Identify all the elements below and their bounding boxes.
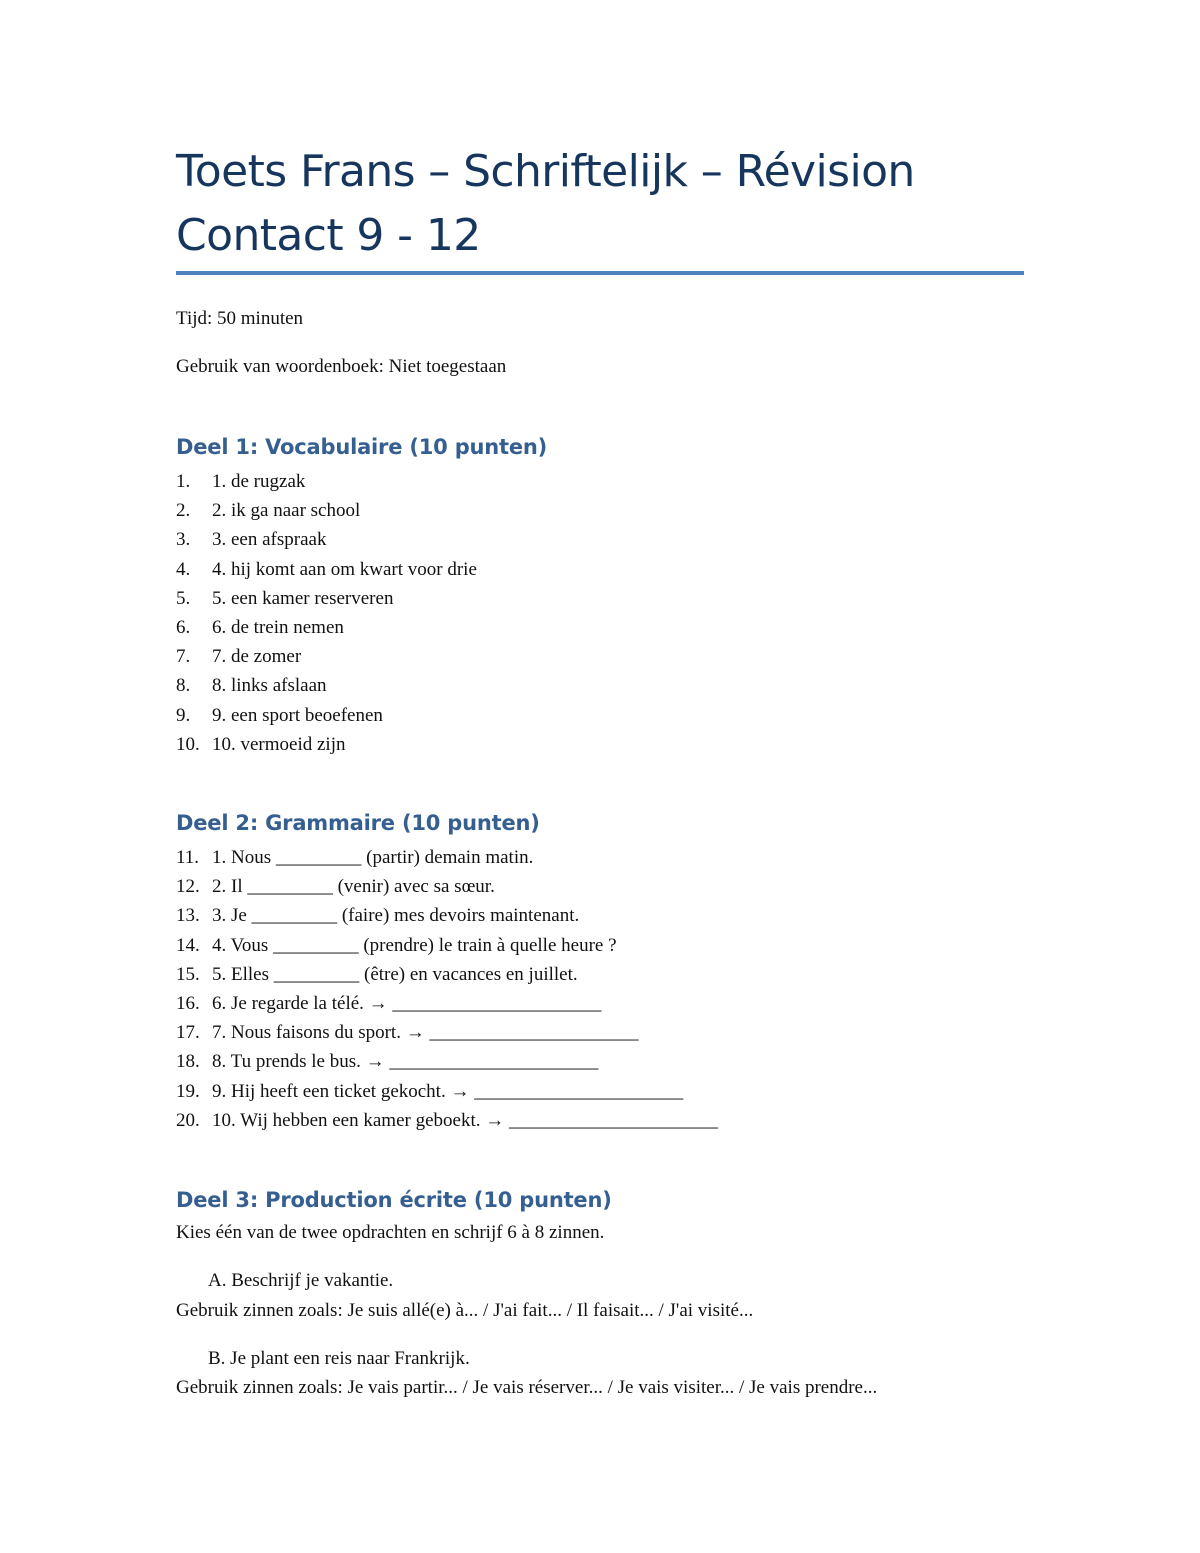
option-b-hint: Gebruik zinnen zoals: Je vais partir... / Je vais réserver... / Je vais visiter... / Je vais prendre... <box>176 1377 878 1398</box>
title-line-1: Toets Frans – Schriftelijk – Révision <box>176 146 915 197</box>
title-line-2: Contact 9 - 12 <box>176 210 481 261</box>
list-item-text: 1. Nous _________ (partir) demain matin. <box>212 847 534 868</box>
list-item-text: 8. links afslaan <box>212 675 327 697</box>
vocabulary-item <box>176 525 477 554</box>
list-item-text: 2. Il _________ (venir) avec sa sœur. <box>212 876 495 898</box>
list-number: 14. <box>176 934 200 956</box>
grammar-item <box>176 872 718 901</box>
list-item-text: 10. Wij hebben een kamer geboekt. → ______________________ <box>212 1109 718 1131</box>
dictionary-info: Gebruik van woordenboek: Niet toegestaan <box>176 356 507 377</box>
list-number: 9. <box>176 704 191 726</box>
list-number: 13. <box>176 905 200 927</box>
vocabulary-item <box>176 701 477 730</box>
list-number: 15. <box>176 963 200 985</box>
list-number: 20. <box>176 1109 200 1131</box>
list-number: 17. <box>176 1022 200 1044</box>
list-number: 4. <box>176 558 191 580</box>
vocabulary-item <box>176 642 477 671</box>
vocabulary-list <box>176 467 477 759</box>
list-number: 3. <box>176 529 191 551</box>
list-item-text: 8. Tu prends le bus. → ______________________ <box>212 1051 599 1073</box>
vocabulary-item <box>176 467 477 496</box>
list-item-text: 3. een afspraak <box>212 529 327 551</box>
vocabulary-item <box>176 730 477 759</box>
list-item-text: 6. de trein nemen <box>212 616 344 638</box>
part3-heading: Deel 3: Production écrite (10 punten) <box>176 1188 612 1212</box>
list-number: 7. <box>176 646 191 668</box>
list-number: 2. <box>176 500 191 522</box>
list-item-text: 4. hij komt aan om kwart voor drie <box>212 558 477 580</box>
document-title <box>176 140 1036 268</box>
option-b: B. Je plant een reis naar Frankrijk. <box>208 1348 470 1369</box>
list-item-text: 9. een sport beoefenen <box>212 704 383 726</box>
title-underline <box>176 271 1024 275</box>
writing-instruction: Kies één van de twee opdrachten en schrijf 6 à 8 zinnen. <box>176 1222 605 1243</box>
list-number: 1. <box>176 471 191 492</box>
list-item-text: 5. Elles _________ (être) en vacances en juillet. <box>212 963 578 985</box>
vocabulary-item <box>176 496 477 525</box>
list-number: 16. <box>176 992 200 1014</box>
vocabulary-item <box>176 613 477 642</box>
option-a-hint: Gebruik zinnen zoals: Je suis allé(e) à... / J'ai fait... / Il faisait... / J'ai visité... <box>176 1300 754 1321</box>
list-item-text: 2. ik ga naar school <box>212 500 361 522</box>
grammar-item <box>176 1077 718 1106</box>
part2-heading: Deel 2: Grammaire (10 punten) <box>176 811 540 835</box>
grammar-item <box>176 1018 718 1047</box>
list-item-text: 7. Nous faisons du sport. → ______________________ <box>212 1022 639 1044</box>
list-number: 5. <box>176 587 191 609</box>
list-item-text: 5. een kamer reserveren <box>212 587 394 609</box>
list-number: 11. <box>176 847 200 868</box>
list-item-text: 10. vermoeid zijn <box>212 733 346 755</box>
vocabulary-item <box>176 671 477 700</box>
option-a: A. Beschrijf je vakantie. <box>208 1270 394 1291</box>
list-number: 6. <box>176 616 191 638</box>
vocabulary-item <box>176 584 477 613</box>
grammar-item <box>176 843 718 872</box>
grammar-item <box>176 931 718 960</box>
list-number: 12. <box>176 876 200 898</box>
grammar-item <box>176 1106 718 1135</box>
list-number: 10. <box>176 733 200 755</box>
list-number: 18. <box>176 1051 200 1073</box>
grammar-item <box>176 989 718 1018</box>
part1-heading: Deel 1: Vocabulaire (10 punten) <box>176 435 548 459</box>
list-item-text: 7. de zomer <box>212 646 302 668</box>
grammar-item <box>176 960 718 989</box>
list-item-text: 1. de rugzak <box>212 471 306 492</box>
list-number: 8. <box>176 675 191 697</box>
list-number: 19. <box>176 1080 200 1102</box>
grammar-item <box>176 901 718 930</box>
grammar-list <box>176 843 718 1135</box>
list-item-text: 9. Hij heeft een ticket gekocht. → ______________________ <box>212 1080 684 1102</box>
list-item-text: 4. Vous _________ (prendre) le train à quelle heure ? <box>212 934 617 956</box>
list-item-text: 6. Je regarde la télé. → ______________________ <box>212 992 602 1014</box>
vocabulary-item <box>176 555 477 584</box>
time-info: Tijd: 50 minuten <box>176 308 304 329</box>
list-item-text: 3. Je _________ (faire) mes devoirs maintenant. <box>212 905 580 927</box>
grammar-item <box>176 1047 718 1076</box>
